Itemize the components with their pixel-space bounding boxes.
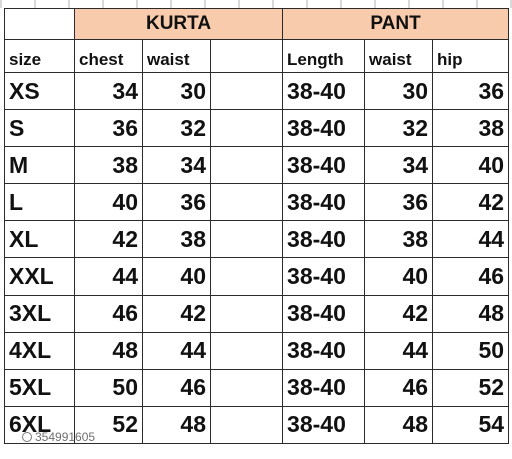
length-cell: 38-40 xyxy=(283,258,365,295)
hip-cell: 52 xyxy=(433,369,509,406)
pant-waist-cell: 34 xyxy=(365,147,433,184)
hip-cell: 48 xyxy=(433,295,509,332)
kurta-waist-cell: 36 xyxy=(143,184,211,221)
kurta-waist-cell: 44 xyxy=(143,332,211,369)
size-chart-table xyxy=(4,8,509,444)
col-hip-label: hip xyxy=(433,40,509,73)
spacer-cell xyxy=(211,184,283,221)
pant-waist-cell: 38 xyxy=(365,221,433,258)
length-cell: 38-40 xyxy=(283,147,365,184)
chest-cell: 38 xyxy=(75,147,143,184)
spacer-cell xyxy=(211,147,283,184)
length-cell: 38-40 xyxy=(283,73,365,110)
pant-waist-cell: 30 xyxy=(365,73,433,110)
table-row xyxy=(5,184,509,221)
col-kurta-waist-label: waist xyxy=(143,40,211,73)
size-cell: XS xyxy=(5,73,75,110)
size-cell: 5XL xyxy=(5,369,75,406)
watermark-icon xyxy=(22,432,32,442)
chest-cell: 48 xyxy=(75,332,143,369)
table-row xyxy=(5,295,509,332)
chest-cell: 50 xyxy=(75,369,143,406)
chest-cell: 36 xyxy=(75,110,143,147)
header-blank-cell xyxy=(5,9,75,40)
hip-cell: 54 xyxy=(433,406,509,443)
column-header-row xyxy=(5,40,509,73)
hip-cell: 50 xyxy=(433,332,509,369)
pant-waist-cell: 42 xyxy=(365,295,433,332)
kurta-waist-cell: 46 xyxy=(143,369,211,406)
pant-waist-cell: 44 xyxy=(365,332,433,369)
spacer-cell xyxy=(211,406,283,443)
kurta-waist-cell: 40 xyxy=(143,258,211,295)
spacer-cell xyxy=(211,258,283,295)
table-row xyxy=(5,258,509,295)
length-cell: 38-40 xyxy=(283,332,365,369)
table-row xyxy=(5,110,509,147)
col-length-label: Length xyxy=(283,40,365,73)
spacer-cell xyxy=(211,73,283,110)
size-cell: M xyxy=(5,147,75,184)
length-cell: 38-40 xyxy=(283,295,365,332)
chest-cell: 52 xyxy=(75,406,143,443)
table-row xyxy=(5,369,509,406)
length-cell: 38-40 xyxy=(283,221,365,258)
col-chest-label: chest xyxy=(75,40,143,73)
size-cell: S xyxy=(5,110,75,147)
chest-cell: 34 xyxy=(75,73,143,110)
size-cell: XXL xyxy=(5,258,75,295)
spacer-cell xyxy=(211,221,283,258)
kurta-waist-cell: 30 xyxy=(143,73,211,110)
section-header-row xyxy=(5,9,509,40)
length-cell: 38-40 xyxy=(283,369,365,406)
kurta-waist-cell: 38 xyxy=(143,221,211,258)
table-row xyxy=(5,221,509,258)
spacer-cell xyxy=(211,332,283,369)
pant-header: PANT xyxy=(283,9,509,40)
kurta-header: KURTA xyxy=(75,9,283,40)
col-spacer-cell xyxy=(211,40,283,73)
pant-waist-cell: 40 xyxy=(365,258,433,295)
pant-waist-cell: 46 xyxy=(365,369,433,406)
length-cell: 38-40 xyxy=(283,110,365,147)
watermark xyxy=(22,430,95,444)
kurta-waist-cell: 32 xyxy=(143,110,211,147)
kurta-waist-cell: 48 xyxy=(143,406,211,443)
spacer-cell xyxy=(211,369,283,406)
pant-waist-cell: 48 xyxy=(365,406,433,443)
hip-cell: 42 xyxy=(433,184,509,221)
pant-waist-cell: 32 xyxy=(365,110,433,147)
watermark-text: 354991605 xyxy=(35,430,96,444)
table-row xyxy=(5,147,509,184)
size-cell: 3XL xyxy=(5,295,75,332)
length-cell: 38-40 xyxy=(283,184,365,221)
chest-cell: 46 xyxy=(75,295,143,332)
size-cell: 4XL xyxy=(5,332,75,369)
hip-cell: 44 xyxy=(433,221,509,258)
hip-cell: 38 xyxy=(433,110,509,147)
col-size-label: size xyxy=(5,40,75,73)
chest-cell: 42 xyxy=(75,221,143,258)
hip-cell: 40 xyxy=(433,147,509,184)
table-row xyxy=(5,73,509,110)
col-pant-waist-label: waist xyxy=(365,40,433,73)
kurta-waist-cell: 42 xyxy=(143,295,211,332)
size-cell: L xyxy=(5,184,75,221)
spreadsheet-top-strip xyxy=(0,0,512,8)
size-cell: XL xyxy=(5,221,75,258)
size-cell: 6XL xyxy=(5,406,75,443)
chest-cell: 40 xyxy=(75,184,143,221)
length-cell: 38-40 xyxy=(283,406,365,443)
table-row xyxy=(5,332,509,369)
spacer-cell xyxy=(211,295,283,332)
pant-waist-cell: 36 xyxy=(365,184,433,221)
chest-cell: 44 xyxy=(75,258,143,295)
kurta-waist-cell: 34 xyxy=(143,147,211,184)
hip-cell: 46 xyxy=(433,258,509,295)
spacer-cell xyxy=(211,110,283,147)
hip-cell: 36 xyxy=(433,73,509,110)
